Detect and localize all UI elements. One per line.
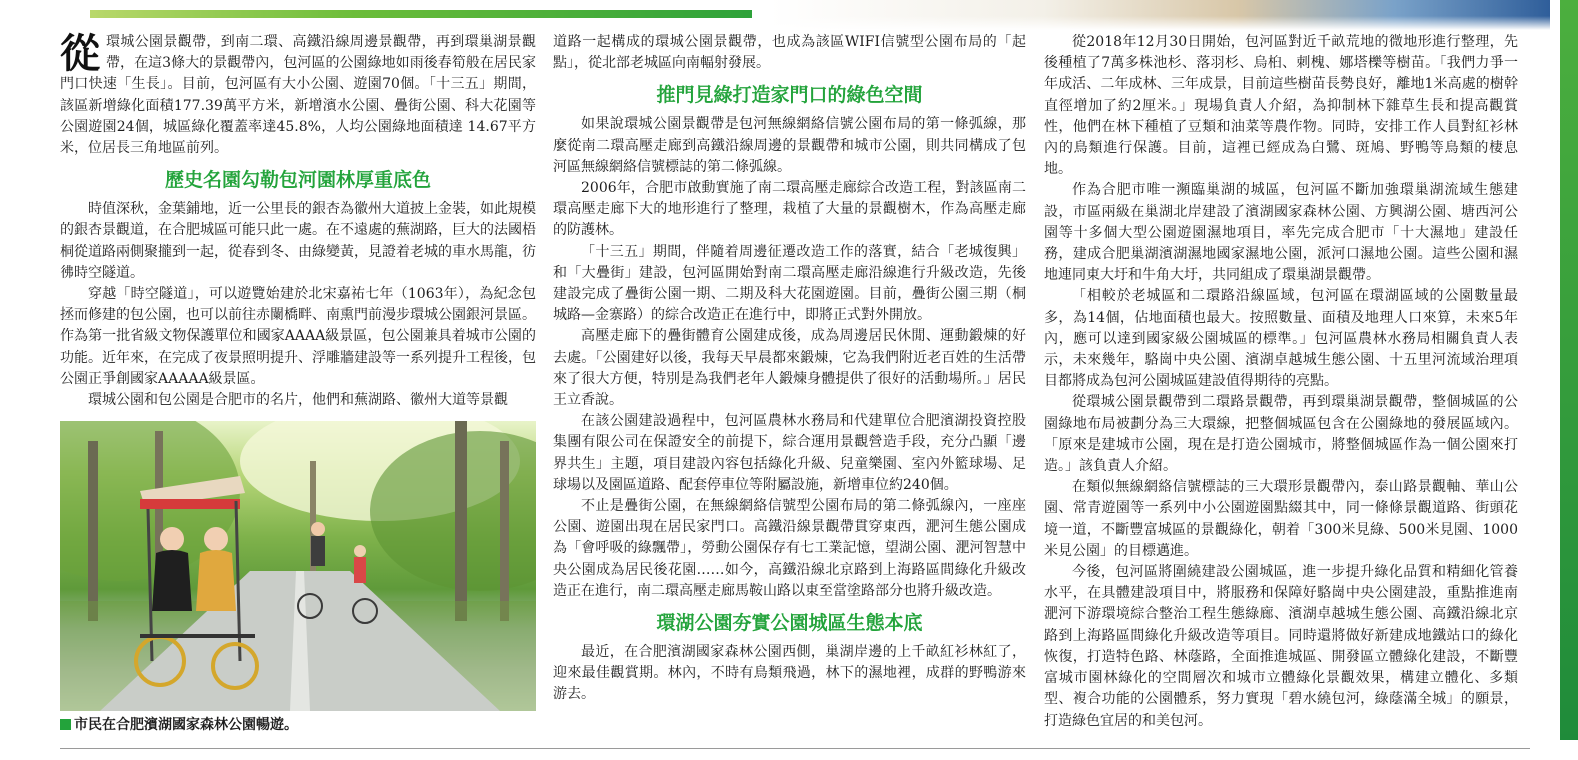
article-column-3 [1044,32,1518,732]
photo-caption [60,715,536,735]
lead-paragraph [60,32,536,159]
header-photo-strip [770,0,1550,30]
paragraph: 如果說環城公園景觀帶是包河無線網絡信號公園布局的第一條弧線，那麼從南二環高壓走廊到高鐵沿線周邊的景觀帶和城市公園，則共同構成了包河區無線網絡信號標誌的第二條弧線。 [553,116,1026,175]
paragraph: 2006年，合肥市啟動實施了南二環高壓走廊綜合改造工程，對該區南二環高壓走廊下大的地形進行了整理，栽植了大量的景觀樹木，作為高壓走廊的防護林。 [553,180,1026,239]
paragraph: 穿越「時空隧道」，可以遊覽始建於北宋嘉祐七年（1063年），為紀念包拯而修建的包公園，也可以前往赤闌橋畔、南熏門前漫步環城公園銀河景區。作為第一批省級文物保護單位和國家AAAA級景區，包公園兼具着城市公園的功能。近年來，在完成了夜景照明提升、浮雕牆建設等一系列提升工程後，包公園正爭創國家AAAAA級景區。 [60,286,536,387]
lead-paragraph-text: 環城公園景觀帶，到南二環、高鐵沿線周邊景觀帶，再到環巢湖景觀帶，在這3條大的景觀帶內，包河區的公園綠地如雨後春筍般在居民家門口快速「生長」。目前，包河區有大小公園、遊園70個。「十三五」期間，該區新增綠化面積177.39萬平方米，新增濱水公園、疊街公園、科大花園等公園遊園24個，城區綠化覆蓋率達45.8%，人均公園綠地面積達 14.67平方米，位居長三角地區前列。 [60,34,536,157]
paragraph: 作為合肥市唯一瀕臨巢湖的城區，包河區不斷加強環巢湖流域生態建設，市區兩級在巢湖北岸建設了濱湖國家森林公園、方興湖公園、塘西河公園等十多個大型公園遊園濕地項目，率先完成合肥市「十大濕地」建設任務，建成合肥巢湖濱湖濕地國家濕地公園，派河口濕地公園。這些公園和濕地連同東大圩和牛角大圩，共同組成了環巢湖景觀帶。 [1044,182,1518,284]
paragraph: 最近，在合肥濱湖國家森林公園西側，巢湖岸邊的上千畝紅衫林紅了，迎來最佳觀賞期。林內，不時有鳥類飛過，林下的濕地裡，成群的野鴨游來游去。 [553,644,1026,703]
paragraph: 道路一起構成的環城公園景觀帶，也成為該區WIFI信號型公園布局的「起點」，從北部老城區向南輻射發展。 [553,34,1026,72]
paragraph: 不止是疊街公園，在無線網絡信號型公園布局的第二條弧線內，一座座公園、遊園出現在居民家門口。高鐵沿線景觀帶貫穿東西，淝河生態公園成為「會呼吸的綠飄帶」，勞動公園保存有七工業記憶，望湖公園、淝河智慧中央公園成為居民後花園……如今，高鐵沿線北京路到上海路區間綠化升級改造正在進行，南二環高壓走廊馬鞍山路以東至當塗路部分也將升級改造。 [553,498,1026,599]
accent-bar [90,10,752,18]
paragraph: 環城公園和包公園是合肥市的名片，他們和蕪湖路、徽州大道等景觀 [88,392,508,409]
paragraph: 「相較於老城區和二環路沿線區域，包河區在環湖區域的公園數量最多，為14個，佔地面積也最大。按照數量、面積及地理人口來算，未來5年內，應可以達到國家級公園城區的標準。」包河區農林水務局相關負責人表示，未來幾年，駱崗中央公園、濱湖卓越城生態公園、十五里河流域治理項目都將成為包河公園城區建設值得期待的亮點。 [1044,288,1518,390]
paragraph: 今後，包河區將圍繞建設公園城區，進一步提升綠化品質和精細化管養水平，在具體建設項目中，將服務和保障好駱崗中央公園建設，重點推進南淝河下游環境綜合整治工程生態綠廊、濱湖卓越城生態公園、高鐵沿線北京路到上海路區間綠化升級改造等項目。同時還將做好新建成地鐵站口的綠化恢復，打造特色路、林蔭路，全面推進城區、開發區立體綠化建設，不斷豐富城市園林綠化的空間層次和城市立體綠化景觀效果，構建立體化、多類型、複合功能的公園體系，努力實現「碧水繞包河，綠蔭滿全城」的願景，打造綠色宜居的和美包河。 [1044,564,1518,729]
article-column-1 [60,32,536,735]
section-heading-history: 歷史名園勾勒包河園林厚重底色 [164,169,431,192]
photo-caption-text: 市民在合肥濱湖國家森林公園暢遊。 [74,717,298,734]
section-heading-green-space: 推門見綠打造家門口的綠色空間 [656,84,923,107]
article-column-2 [553,32,1026,706]
caption-marker [60,719,71,730]
paragraph: 在類似無線網絡信號標誌的三大環形景觀帶內，泰山路景觀軸、華山公園、常青遊園等一系列中小公園遊園點綴其中，同一條條景觀道路、街頭花境一道，不斷豐富城區的景觀綠化，朝着「300米見綠、500米見園、1000米見公園」的目標邁進。 [1044,479,1518,559]
paragraph: 高壓走廊下的疊街體育公園建成後，成為周邊居民休閒、運動鍛煉的好去處。「公園建好以後，我每天早晨都來鍛煉，它為我們附近老百姓的生活帶來了很大方便，特別是為我們老年人鍛煉身體提供了很好的活動場所。」居民王立香說。 [553,328,1026,409]
drop-cap: 從 [60,31,100,77]
paragraph: 時值深秋，金葉鋪地，近一公里長的銀杏為徽州大道披上金裝，如此規模的銀杏景觀道，在合肥城區可能只此一處。在不遠處的蕪湖路，巨大的法國梧桐從道路兩側聚攏到一起，從春到冬、由綠變黃，見證着老城的車水馬龍，彷彿時空隧道。 [60,201,536,281]
page-edge-stripe [1560,0,1578,740]
article-photo [60,421,536,711]
paragraph: 從環城公園景觀帶到二環路景觀帶，再到環巢湖景觀帶，整個城區的公園綠地布局被劃分為三大環線，把整個城區包含在公園綠地的發展區域內。「原來是建城市公園，現在是打造公園城市，將整個城區作為一個公園來打造。」該負責人介紹。 [1044,394,1518,475]
paragraph: 在該公園建設過程中，包河區農林水務局和代建單位合肥濱湖投資控股集團有限公司在保證安全的前提下，綜合運用景觀營造手段，充分凸顯「邊界共生」主題，項目建設內容包括綠化升級、兒童樂園、室內外籃球場、足球場以及園區道路、配套停車位等附屬設施，新增車位約240個。 [553,413,1026,493]
section-heading-lake-parks: 環湖公園夯實公園城區生態本底 [656,612,923,635]
park-cyclists-illustration [60,421,536,711]
paragraph: 從2018年12月30日開始，包河區對近千畝荒地的微地形進行整理，先後種植了7萬多株池杉、落羽杉、烏桕、刺槐、娜塔櫟等樹苗。「我們力爭一年成活、二年成林、三年成景，目前這些樹苗長勢良好，離地1米高處的樹幹直徑增加了約2厘米。」現場負責人介紹，為抑制林下雜草生長和提高觀賞性，他們在林下種植了豆類和油菜等農作物。同時，安排工作人員對紅衫林內的鳥類進行保護。目前，這裡已經成為白鷺、斑鳩、野鴨等鳥類的棲息地。 [1044,34,1518,178]
bottom-rule [60,748,1530,749]
paragraph: 「十三五」期間，伴隨着周邊征遷改造工作的落實，結合「老城復興」和「大疊街」建設，包河區開始對南二環高壓走廊沿線進行升級改造，先後建設完成了疊街公園一期、二期及科大花園遊園。目前，疊街公園三期（桐城路—金寨路）的綜合改造正在進行中，即將正式對外開放。 [553,243,1026,324]
